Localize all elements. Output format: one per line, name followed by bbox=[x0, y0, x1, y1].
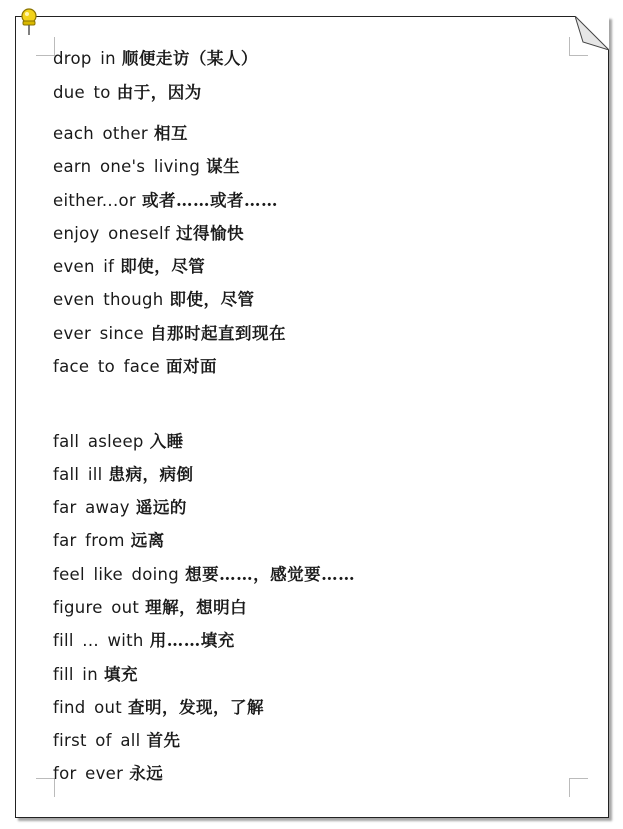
phrase-english: each other bbox=[53, 124, 148, 143]
phrase-entry bbox=[53, 156, 240, 178]
phrase-chinese: 填充 bbox=[103, 665, 138, 684]
phrase-chinese: 查明，发现，了解 bbox=[128, 698, 264, 717]
phrase-entry bbox=[53, 223, 244, 245]
phrase-english: earn one's living bbox=[53, 157, 201, 176]
phrase-entry bbox=[53, 697, 264, 719]
phrase-chinese: 即使，尽管 bbox=[169, 290, 255, 309]
phrase-english: for ever bbox=[53, 764, 124, 783]
phrase-english: due to bbox=[53, 83, 111, 102]
phrase-chinese: 患病，病倒 bbox=[108, 465, 194, 484]
phrase-entry bbox=[53, 464, 194, 486]
phrase-english: feel like doing bbox=[53, 565, 180, 584]
phrase-entry bbox=[53, 597, 247, 619]
phrase-chinese: 想要……，感觉要…… bbox=[185, 565, 356, 584]
phrase-english: far from bbox=[53, 531, 125, 550]
phrase-entry bbox=[53, 763, 163, 785]
phrase-entry bbox=[53, 190, 278, 212]
phrase-chinese: 自那时起直到现在 bbox=[149, 324, 286, 343]
phrase-entry bbox=[53, 82, 202, 104]
phrase-english: first of all bbox=[53, 731, 141, 750]
phrase-english: even though bbox=[53, 290, 164, 309]
phrase-entry bbox=[53, 664, 138, 686]
phrase-english: ever since bbox=[53, 324, 144, 343]
phrase-english: face to face bbox=[53, 357, 160, 376]
phrase-chinese: 遥远的 bbox=[135, 498, 187, 517]
crop-mark-top-right bbox=[569, 37, 588, 56]
phrase-entry bbox=[53, 356, 217, 378]
phrase-chinese: 由于，因为 bbox=[116, 83, 202, 102]
phrase-chinese: 面对面 bbox=[165, 357, 217, 376]
phrase-entry bbox=[53, 323, 286, 345]
phrase-chinese: 相互 bbox=[154, 124, 188, 143]
phrase-english: drop in bbox=[53, 49, 116, 68]
phrase-chinese: 过得愉快 bbox=[176, 224, 245, 243]
phrase-chinese: 理解，想明白 bbox=[145, 598, 248, 617]
phrase-entry bbox=[53, 730, 181, 752]
phrase-chinese: 或者……或者…… bbox=[142, 191, 278, 210]
pushpin-icon bbox=[18, 7, 40, 37]
phrase-entry bbox=[53, 630, 235, 652]
phrase-english: fall ill bbox=[53, 465, 103, 484]
document-page bbox=[15, 16, 609, 818]
phrase-chinese: 用……填充 bbox=[149, 631, 235, 650]
phrase-entry bbox=[53, 48, 258, 70]
phrase-english: even if bbox=[53, 257, 115, 276]
phrase-english: fill ... with bbox=[53, 631, 144, 650]
phrase-chinese: 谋生 bbox=[206, 157, 241, 176]
phrase-entry bbox=[53, 564, 355, 586]
phrase-english: far away bbox=[53, 498, 130, 517]
phrase-chinese: 首先 bbox=[146, 731, 181, 750]
phrase-english: find out bbox=[53, 698, 122, 717]
phrase-entry bbox=[53, 256, 205, 278]
phrase-chinese: 远离 bbox=[130, 531, 165, 550]
phrase-entry bbox=[53, 289, 254, 311]
phrase-chinese: 入睡 bbox=[149, 432, 184, 451]
phrase-english: fill in bbox=[53, 665, 98, 684]
phrase-english: enjoy oneself bbox=[53, 224, 171, 243]
phrase-chinese: 永远 bbox=[129, 764, 164, 783]
phrase-entry bbox=[53, 530, 165, 552]
phrase-entry bbox=[53, 123, 188, 145]
phrase-english: either...or bbox=[53, 191, 136, 210]
phrase-chinese: 即使，尽管 bbox=[120, 257, 206, 276]
crop-mark-bottom-right bbox=[569, 778, 588, 797]
phrase-english: fall asleep bbox=[53, 432, 144, 451]
phrase-english: figure out bbox=[53, 598, 140, 617]
phrase-chinese: 顺便走访（某人） bbox=[121, 49, 258, 68]
phrase-entry bbox=[53, 431, 184, 453]
phrase-entry bbox=[53, 497, 187, 519]
